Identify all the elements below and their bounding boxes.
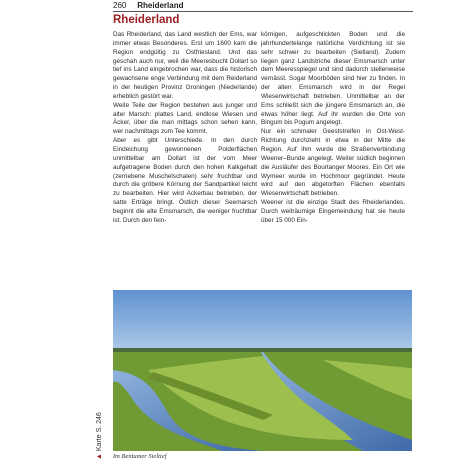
- page-number: 260: [113, 1, 127, 10]
- paragraph: Nur ein schmaler Geeststreifen in Ost-West-Richtung durchzieht in etwa in der Mitte die Region. Auf ihm wurde die Straßenverbindung Weener–Bunde angelegt. Weiter südlich beginnen die Ausläufer des Bourtanger Moores. Ein Ort wie Wymeer wurde im Hochmoor gegründet. Heute wird auf den abgetorften Flächen ebenfalls Wiesenwirtschaft betrieben.: [261, 128, 405, 198]
- paragraph: Aber es gibt Unterschiede. In den durch Eindeichung gewonnenen Polderflächen unmittelbar am Dollart ist der vom Meer aufgetragene Boden durch den hohen Kalkgehalt (zerriebene Muschelschalen) sehr fruchtbar und durch die gröbere Körnung der Sandpartikel leicht zu bearbeiten. Hier wird Ackerbau betrieben, der satte Erträge bringt. Östlich dieser Seemarsch beginnt die alte Emsmarsch, die weniger fruchtbar ist. Durch den fein-: [113, 137, 257, 224]
- map-reference: [94, 400, 106, 460]
- photo-illustration: [113, 290, 412, 451]
- landscape-photo: [113, 290, 412, 451]
- paragraph: Weener ist die einzige Stadt des Rheiderlandes. Durch weiträumige Eingemeindung hat sie heute über 15 000 Ein-: [261, 199, 405, 224]
- text-column-left: [113, 31, 257, 226]
- paragraph: körnigen, aufgeschlickten Boden und die jahrhundertelange natürliche Verdichtung ist sie sehr schwer zu bearbeiten (Sietland). Zudem liegen ganz Landstriche dieser Emsmarsch unter dem Meeresspiegel und sind dadurch stellenweise vernässt. Sogar Moorböden sind hier zu finden. In der alten Emsmarsch wird in der Regel Wiesenwirtschaft betrieben. Unmittelbar an der Ems schließt sich die jüngere Emsmarsch an, die etwas höher liegt. Auf ihr wurden die Orte von Bingum bis Pogum angelegt.: [261, 31, 405, 127]
- map-marker-icon: ▲: [96, 453, 103, 460]
- header-rule: [113, 11, 413, 12]
- photo-caption: Im Bentumer Sieltief: [113, 453, 167, 460]
- paragraph: Weite Teile der Region bestehen aus junger und alter Marsch: plattes Land, endlose Wiesen und Äcker, über die man mittags schon sehen kann, wer nachmittags zum Tee kommt.: [113, 101, 257, 136]
- text-column-right: [261, 31, 405, 226]
- map-reference-text: Karte S. 246: [96, 412, 103, 452]
- paragraph: Das Rheiderland, das Land westlich der Ems, war immer etwas Besonderes. Erst um 1600 kam die Region endgültig zu Ostfriesland. Und das geschah auch nur, weil die Meeresbucht Dollart so tief ins Land eingebrochen war, dass die historisch gewachsene enge Verbindung mit dem Reiderland in der heutigen Provinz Groningen (Niederlande) erheblich gestört war.: [113, 31, 257, 100]
- section-title: Rheiderland: [137, 1, 184, 10]
- article-title: Rheiderland: [113, 14, 180, 26]
